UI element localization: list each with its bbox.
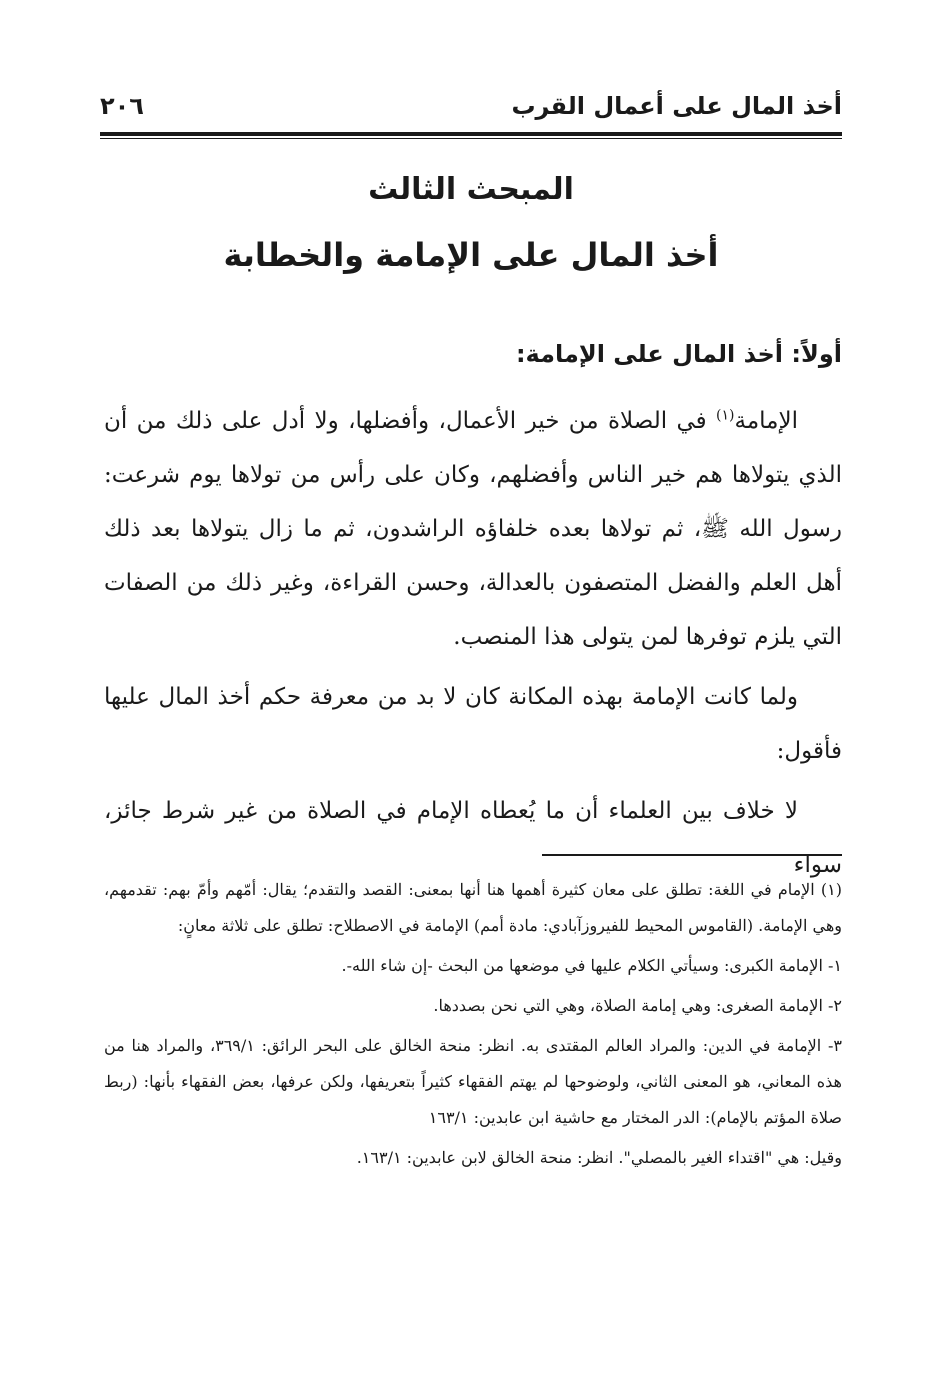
footnote-item-2: ٢- الإمامة الصغرى: وهي إمامة الصلاة، وهي التي نحن بصددها. [433, 996, 842, 1015]
header-rule-thin [100, 138, 842, 139]
page-number: ٢٠٦ [100, 92, 144, 120]
running-header [100, 88, 842, 132]
paragraph-3: لا خلاف بين العلماء أن ما يُعطاه الإمام في الصلاة من غير شرط جائز، سواء [104, 798, 842, 878]
paragraph-1 [104, 394, 842, 664]
paragraph-1-lead: الإمامة [734, 408, 798, 434]
paragraph-1-text: في الصلاة من خير الأعمال، وأفضلها، ولا أدل على ذلك من أن الذي يتولاها هم خير الناس وأفضلهم، وكان على رأس من تولاها يوم شرعت: رسول الله ﷺ، ثم تولاها بعده خلفاؤه الراشدون، ثم ما زال يتولاها بعد ذلك أهل العلم والفضل المتصفون بالعدالة، وحسن القراءة، وغير ذلك من الصفات التي يلزم توفرها لمن يتولى هذا المنصب. [104, 408, 842, 650]
sub-heading: أولاً: أخذ المال على الإمامة: [515, 340, 842, 368]
footnote-item-1: ١- الإمامة الكبرى: وسيأتي الكلام عليها في موضعها من البحث -إن شاء الله-. [341, 956, 842, 975]
footnote-rule [542, 854, 842, 856]
footnotes [104, 872, 842, 1176]
footnote-1: (١) الإمام في اللغة: تطلق على معان كثيرة أهمها هنا أنها بمعنى: القصد والتقدم؛ يقال: أمّهم وأمّ بهم: تقدمهم، وهي الإمامة. (القاموس المحيط للفيروزآبادي: مادة أمم) الإمامة في الاصطلاح: تطلق على ثلاثة معانٍ: [104, 880, 842, 935]
footnote-ref-1[interactable]: (١) [716, 407, 735, 424]
body-text [104, 394, 842, 898]
footnote-final: وقيل: هي "اقتداء الغير بالمصلي". انظر: منحة الخالق لابن عابدين: ١٦٣/١. [356, 1148, 842, 1167]
section-title: المبحث الثالث [368, 172, 574, 207]
header-rule [100, 132, 842, 136]
section-subtitle: أخذ المال على الإمامة والخطابة [223, 236, 719, 274]
footnote-item-3: ٣- الإمامة في الدين: والمراد العالم المقتدى به. انظر: منحة الخالق على البحر الرائق: ٣٦٩/١، والمراد هنا من هذه المعاني، هو المعنى الثاني، ولوضوحها لم يهتم الفقهاء كثيراً بتعريفها، ولكن عرفها، بعض الفقهاء بأنها: (ربط صلاة المؤتم بالإمام): الدر المختار مع حاشية ابن عابدين: ١٦٣/١ [104, 1036, 842, 1127]
paragraph-2: ولما كانت الإمامة بهذه المكانة كان لا بد من معرفة حكم أخذ المال عليها فأقول: [104, 684, 842, 764]
running-title: أخذ المال على أعمال القرب [511, 92, 842, 120]
